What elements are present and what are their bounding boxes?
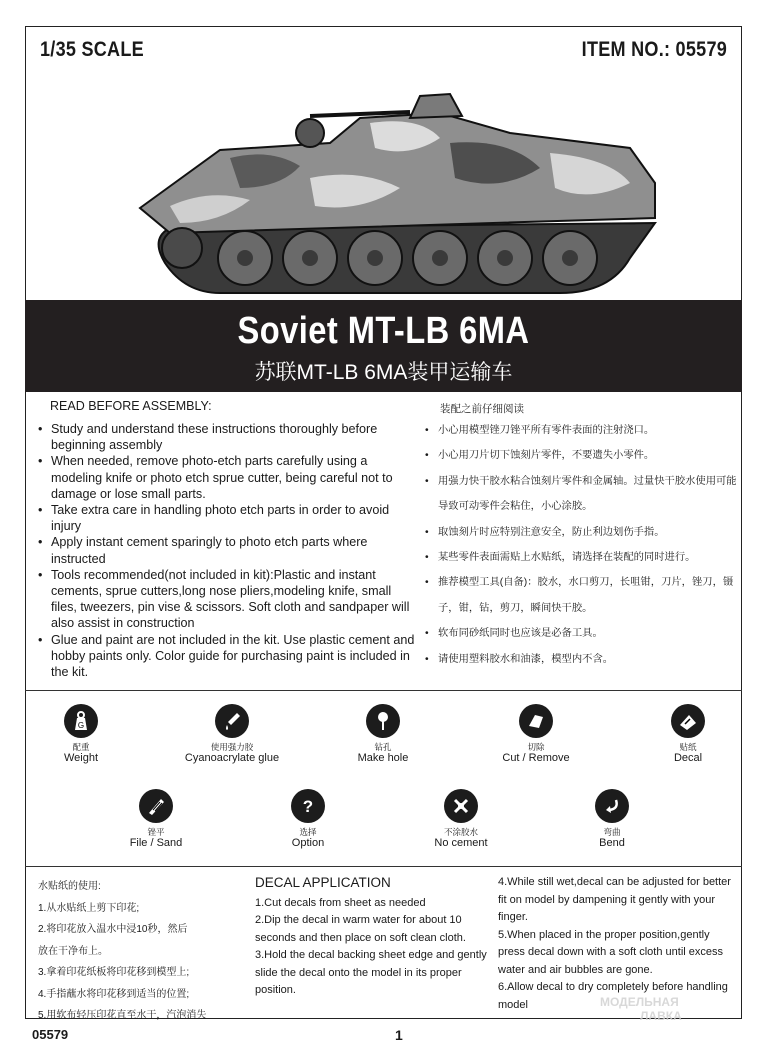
- item-number: ITEM NO.: 05579: [581, 38, 727, 61]
- decal-instructions-en-continued: 4.While still wet,decal can be adjusted for better fit on model by dampening it gently with your finger. 5.When placed in the proper position,gently press decal down with a soft cloth until excess water and air bubbles are gone. 6.Allow decal to dry completely before handling model: [498, 876, 731, 1011]
- page-number: 1: [395, 1027, 403, 1043]
- model-title: Soviet MT-LB 6MA: [237, 310, 530, 352]
- no-cement-icon: [444, 789, 478, 823]
- tank-illustration: [110, 88, 670, 298]
- instruction-item: • Take extra care in handling photo etch parts in order to avoid injury: [38, 502, 418, 534]
- decal-instructions-cn: 水贴纸的使用: 1.从水贴纸上剪下印花; 2.将印花放入温水中浸10秒，然后 放在干净布上。 3.拿着印花纸板将印花移到模型上; 4.手指蘸水将印花移到适当的位置; 5.用软布轻压印花直至水干，汽泡消失: [38, 876, 206, 1027]
- decal-heading: DECAL APPLICATION: [255, 875, 391, 890]
- svg-text:?: ?: [302, 797, 314, 816]
- symbol-option: ? 选择 Option: [248, 789, 368, 850]
- footer-code: 05579: [32, 1027, 69, 1042]
- drill-icon: [366, 704, 400, 738]
- instruction-item: • Study and understand these instructions thoroughly before beginning assembly: [38, 421, 418, 453]
- instruction-item: • Tools recommended(not included in kit):Plastic and instant cements, sprue cutters,long nose pliers,modeling knife, small files, tweezers, pin vise & scissors. Soft cloth and sandpaper will also assist in construction: [38, 567, 418, 632]
- instructions-heading-cn: 装配之前仔细阅读: [440, 403, 524, 415]
- instruction-item-cn: • 取蚀刻片时应特别注意安全，防止利边划伤手指。: [425, 520, 740, 545]
- instructions-list-en: [38, 421, 418, 680]
- cut-icon: [519, 704, 553, 738]
- symbol-weight: G 配重 Weight: [21, 704, 141, 765]
- svg-text:G: G: [77, 721, 85, 730]
- symbol-decal: 贴纸 Decal: [628, 704, 748, 765]
- divider: [25, 690, 742, 691]
- instruction-item: • Glue and paint are not included in the kit. Use plastic cement and hobby paints only. Color guide for purchasing paint is included in the kit.: [38, 632, 418, 681]
- instruction-item-cn: • 请使用塑料胶水和油漆，模型内不含。: [425, 647, 740, 672]
- instruction-item-cn: • 小心用刀片切下蚀刻片零件，不要遗失小零件。: [425, 443, 740, 468]
- watermark: МОДЕЛЬНАЯ ЛАВКА: [600, 995, 682, 1023]
- glue-icon: [215, 704, 249, 738]
- question-icon: [291, 789, 325, 823]
- decal-instructions-en: DECAL APPLICATION 1.Cut decals from sheet as needed 2.Dip the decal in warm water for about 10 seconds and then place on soft clean cloth. 3.Hold the decal backing sheet edge and gently slide the decal onto the model in its proper position.: [255, 874, 500, 1000]
- file-icon: [139, 789, 173, 823]
- instructions-list-cn: [425, 418, 740, 672]
- symbol-cut: 切除 Cut / Remove: [476, 704, 596, 765]
- instruction-item-cn: • 用强力快干胶水粘合蚀刻片零件和金属轴。过量快干胶水使用可能导致可动零件会粘住，小心涂胶。: [425, 469, 740, 520]
- decal-heading-cn: 水贴纸的使用:: [38, 881, 101, 892]
- instruction-item: • Apply instant cement sparingly to photo etch parts where instructed: [38, 534, 418, 566]
- scale-label: 1/35 SCALE: [40, 38, 144, 61]
- instruction-item-cn: • 小心用模型锉刀锉平所有零件表面的注射浇口。: [425, 418, 740, 443]
- model-title-chinese: 苏联MT-LB 6MA装甲运输车: [254, 361, 513, 384]
- bend-icon: [595, 789, 629, 823]
- weight-icon: [64, 704, 98, 738]
- instruction-item: • When needed, remove photo-etch parts carefully using a modeling knife or photo etch sprue cutter, being careful not to damage or lose small parts.: [38, 453, 418, 502]
- instruction-item-cn: • 推荐模型工具(自备)：胶水，水口剪刀，长咀钳，刀片，锉刀，镊子，钳，钻，剪刀，瞬间快干胶。: [425, 570, 740, 621]
- symbol-file: 锉平 File / Sand: [96, 789, 216, 850]
- symbol-glue: 使用强力胶 Cyanoacrylate glue: [172, 704, 292, 765]
- instructions-heading-en: READ BEFORE ASSEMBLY:: [50, 399, 212, 413]
- symbol-bend: 弯曲 Bend: [552, 789, 672, 850]
- instruction-item-cn: • 某些零件表面需贴上水贴纸，请选择在装配的同时进行。: [425, 545, 740, 570]
- symbol-no-cement: 不涂胶水 No cement: [401, 789, 521, 850]
- decal-icon: [671, 704, 705, 738]
- instruction-item-cn: • 软布同砂纸同时也应该是必备工具。: [425, 621, 740, 646]
- divider: [25, 866, 742, 867]
- symbol-drill: 钻孔 Make hole: [323, 704, 443, 765]
